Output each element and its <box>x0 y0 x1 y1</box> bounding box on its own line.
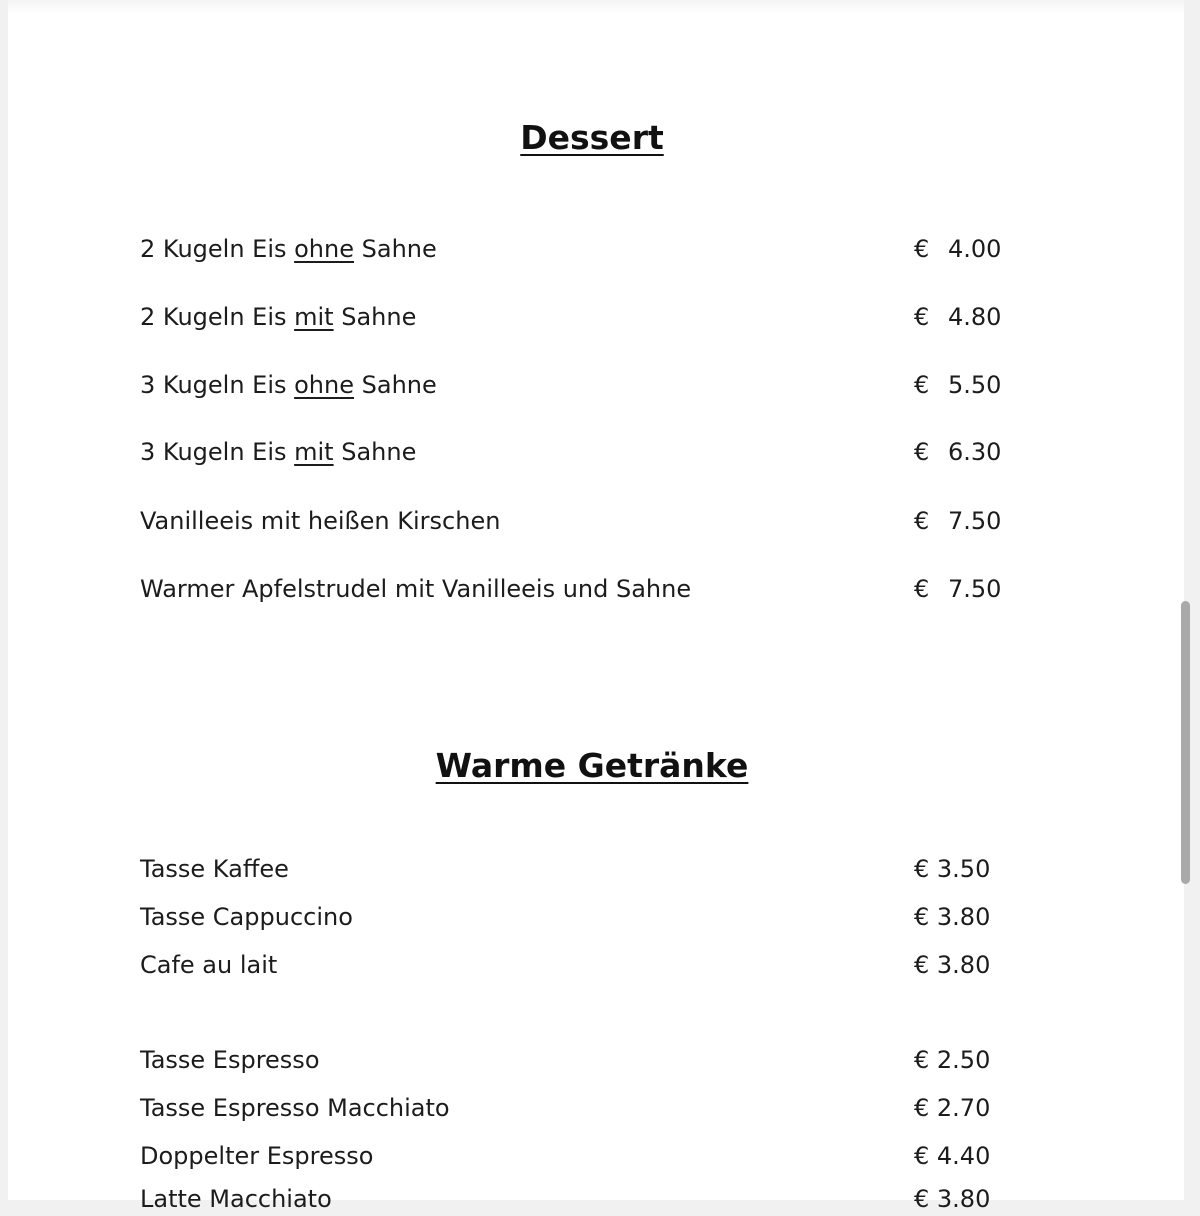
menu-item <box>140 1043 1100 1077</box>
currency-symbol: € <box>914 575 930 603</box>
menu-item <box>140 368 1100 402</box>
currency-symbol: € <box>914 371 930 399</box>
item-price: € 3.80 <box>914 1185 991 1213</box>
item-price: 6.30 <box>948 438 1002 466</box>
item-price: € 3.80 <box>914 903 991 931</box>
page-top-edge <box>8 0 1184 14</box>
item-price: € 4.40 <box>914 1142 991 1170</box>
menu-item <box>140 1139 1100 1173</box>
item-name: Cafe au lait <box>140 951 278 979</box>
item-price: 7.50 <box>948 507 1002 535</box>
item-name: 2 Kugeln Eis ohne Sahne <box>140 235 437 263</box>
item-name: Tasse Kaffee <box>140 855 289 883</box>
item-name: Tasse Espresso <box>140 1046 320 1074</box>
currency-symbol: € <box>914 507 930 535</box>
item-price: 5.50 <box>948 371 1002 399</box>
menu-item <box>140 232 1100 266</box>
menu-item <box>140 504 1100 538</box>
item-name: Tasse Espresso Macchiato <box>140 1094 450 1122</box>
menu-item <box>140 900 1100 934</box>
item-name: Vanilleeis mit heißen Kirschen <box>140 507 501 535</box>
item-name: 3 Kugeln Eis mit Sahne <box>140 438 417 466</box>
menu-item <box>140 948 1100 982</box>
item-price: € 3.80 <box>914 951 991 979</box>
vertical-scrollbar-thumb[interactable] <box>1181 601 1190 884</box>
menu-item <box>140 435 1100 469</box>
menu-item <box>140 1091 1100 1125</box>
item-price: € 3.50 <box>914 855 991 883</box>
item-name: 3 Kugeln Eis ohne Sahne <box>140 371 437 399</box>
item-name: 2 Kugeln Eis mit Sahne <box>140 303 417 331</box>
item-price: € 2.70 <box>914 1094 991 1122</box>
item-price: 4.80 <box>948 303 1002 331</box>
menu-item <box>140 1182 1100 1216</box>
item-name: Warmer Apfelstrudel mit Vanilleeis und Sahne <box>140 575 692 603</box>
section-title-dessert: Dessert <box>520 118 664 157</box>
item-price: 7.50 <box>948 575 1002 603</box>
menu-item <box>140 300 1100 334</box>
item-price: 4.00 <box>948 235 1002 263</box>
menu-item <box>140 852 1100 886</box>
menu-item <box>140 572 1100 606</box>
section-title-warm-drinks: Warme Getränke <box>435 746 749 785</box>
item-price: € 2.50 <box>914 1046 991 1074</box>
currency-symbol: € <box>914 438 930 466</box>
currency-symbol: € <box>914 235 930 263</box>
currency-symbol: € <box>914 303 930 331</box>
item-name: Latte Macchiato <box>140 1185 332 1213</box>
item-name: Doppelter Espresso <box>140 1142 374 1170</box>
item-name: Tasse Cappuccino <box>140 903 353 931</box>
